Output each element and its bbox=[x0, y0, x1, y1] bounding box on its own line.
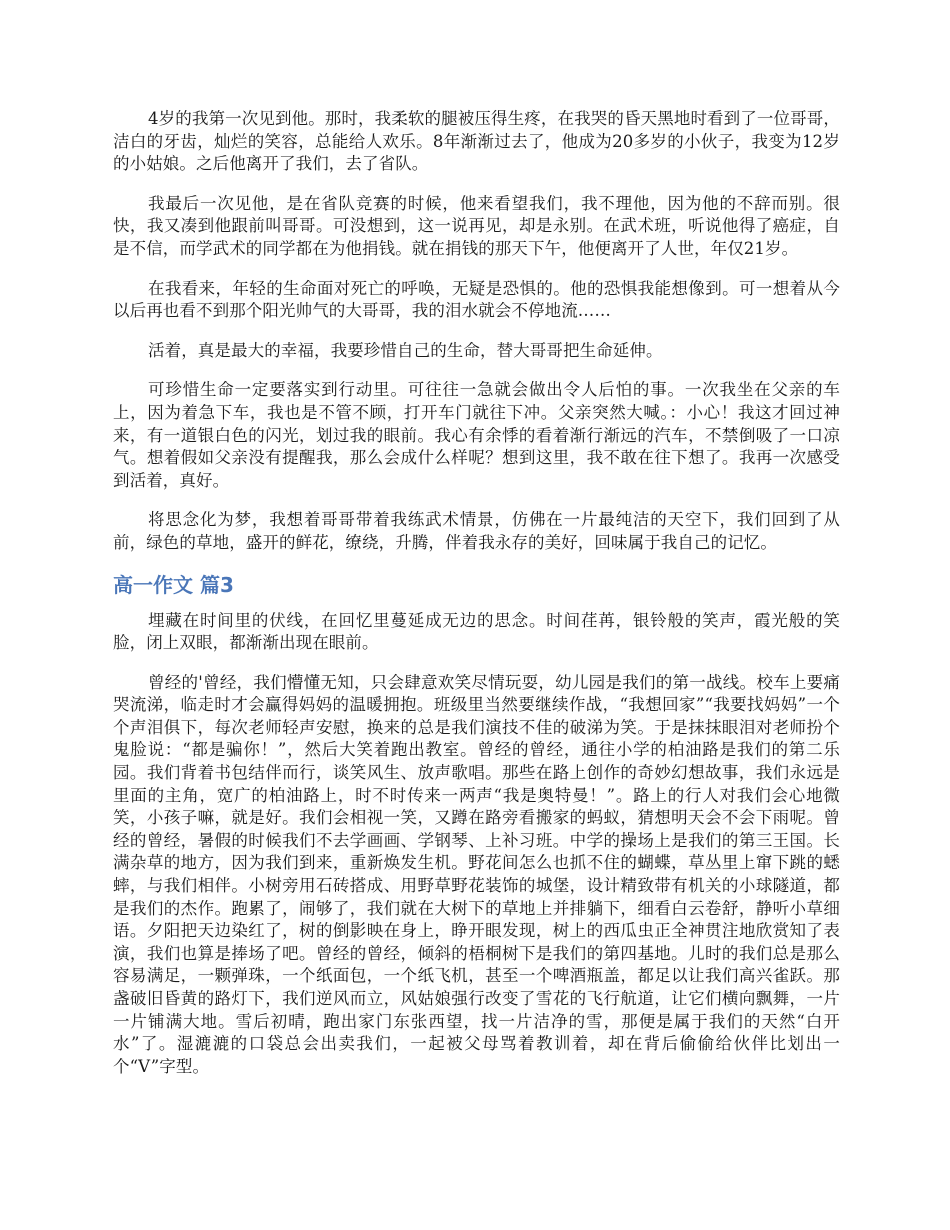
paragraph: 可珍惜生命一定要落实到行动里。可往往一急就会做出令人后怕的事。一次我坐在父亲的车上，因为着急下车，我也是不管不顾，打开车门就往下冲。父亲突然大喊。：小心！我这才回过神来，有一道银白色的闪光，划过我的眼前。我心有余悸的看着渐行渐远的汽车，不禁倒吸了一口凉气。想着假如父亲没有提醒我，那么会成什么样呢？想到这里，我不敢在往下想了。我再一次感受到活着，真好。 bbox=[113, 380, 840, 490]
article-body bbox=[113, 108, 840, 1095]
paragraph: 4岁的我第一次见到他。那时，我柔软的腿被压得生疼，在我哭的昏天黑地时看到了一位哥哥，洁白的牙齿，灿烂的笑容，总能给人欢乐。8年渐渐过去了，他成为20多岁的小伙子，我变为12岁的小姑娘。之后他离开了我们，去了省队。 bbox=[113, 109, 840, 174]
paragraph: 我最后一次见他，是在省队竞赛的时候，他来看望我们，我不理他，因为他的不辞而别。很快，我又凑到他跟前叫哥哥。可没想到，这一说再见，却是永别。在武术班，听说他得了癌症，自是不信，而学武术的同学都在为他捐钱。就在捐钱的那天下午，他便离开了人世，年仅21岁。 bbox=[113, 193, 840, 258]
paragraph: 曾经的'曾经，我们懵懂无知，只会肆意欢笑尽情玩耍，幼儿园是我们的第一战线。校车上要痛哭流涕，临走时才会赢得妈妈的温暖拥抱。班级里当然要继续作战，“我想回家”“我要找妈妈”一个个声泪俱下，每次老师轻声安慰，换来的总是我们演技不佳的破涕为笑。于是抹抹眼泪对老师扮个鬼脸说：“都是骗你！”，然后大笑着跑出教室。曾经的曾经，通往小学的柏油路是我们的第二乐园。我们背着书包结伴而行，谈笑风生、放声歌唱。那些在路上创作的奇妙幻想故事，我们永远是里面的主角，宽广的柏油路上，时不时传来一两声“我是奥特曼！”。路上的行人对我们会心地微笑，小孩子嘛，就是好。我们会相视一笑，又蹲在路旁看搬家的蚂蚁，猜想明天会不会下雨呢。曾经的曾经，暑假的时候我们不去学画画、学钢琴、上补习班。中学的操场上是我们的第三王国。长满杂草的地方，因为我们到来，重新焕发生机。野花间怎么也抓不住的蝴蝶，草丛里上窜下跳的蟋蟀，与我们相伴。小树旁用石砖搭成、用野草野花装饰的城堡，设计精致带有机关的小球隧道，都是我们的杰作。跑累了，闹够了，我们就在大树下的草地上并排躺下，细看白云卷舒，静听小草细语。夕阳把天边染红了，树的倒影映在身上，睁开眼发现，树上的西瓜虫正全神贯注地欣赏知了表演，我们也算是捧场了吧。曾经的曾经，倾斜的梧桐树下是我们的第四基地。儿时的我们总是那么容易满足，一颗弹珠，一个纸面包，一个纸飞机，甚至一个啤酒瓶盖，都足以让我们高兴雀跃。那盏破旧昏黄的路灯下，我们逆风而立，风姑娘强行改变了雪花的飞行航道，让它们横向飘舞，一片一片铺满大地。雪后初晴，跑出家门东张西望，找一片洁净的雪，那便是属于我们的天然“白开水”了。湿漉漉的口袋总会出卖我们，一起被父母骂着教训着，却在背后偷偷给伙伴比划出一个“V”字型。 bbox=[113, 672, 840, 1076]
paragraph: 在我看来，年轻的生命面对死亡的呼唤，无疑是恐惧的。他的恐惧我能想像到。可一想着从今以后再也看不到那个阳光帅气的大哥哥，我的泪水就会不停地流…… bbox=[113, 278, 840, 321]
paragraph: 将思念化为梦，我想着哥哥带着我练武术情景，仿佛在一片最纯洁的天空下，我们回到了从前，绿色的草地，盛开的鲜花，缭绕，升腾，伴着我永存的美好，回味属于我自己的记忆。 bbox=[113, 510, 840, 552]
paragraph: 埋藏在时间里的伏线，在回忆里蔓延成无边的思念。时间荏苒，银铃般的笑声，霞光般的笑脸，闭上双眼，都渐渐出现在眼前。 bbox=[113, 610, 840, 653]
section-heading: 高一作文 篇3 bbox=[113, 572, 234, 597]
paragraph: 活着，真是最大的幸福，我要珍惜自己的生命，替大哥哥把生命延伸。 bbox=[148, 340, 663, 360]
